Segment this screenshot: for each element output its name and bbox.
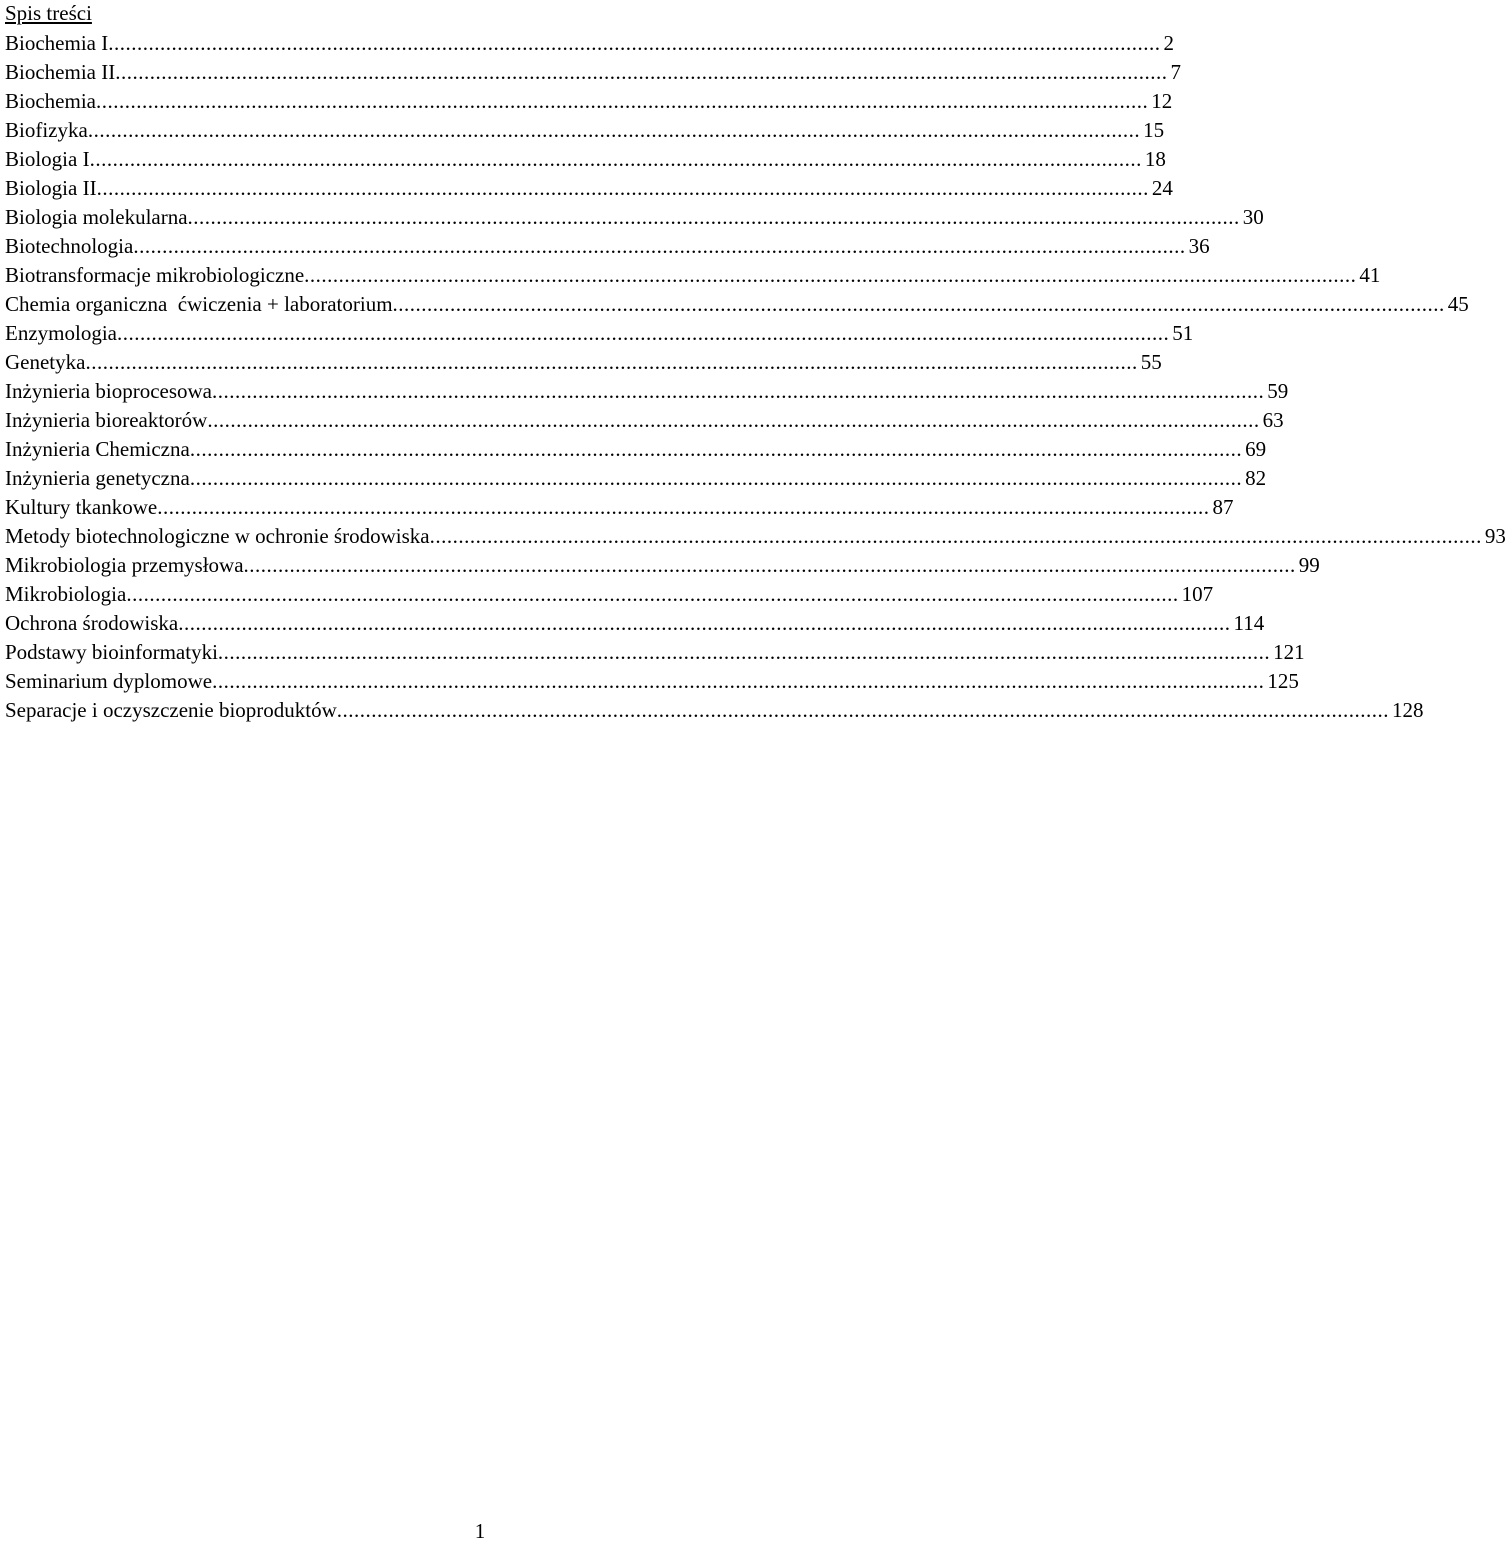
toc-entry-ochrona-srodowiska[interactable] bbox=[5, 609, 1265, 638]
toc-entry-inzynieria-chemiczna[interactable] bbox=[5, 435, 1267, 464]
toc-entry-label: Chemia organiczna ćwiczenia + laboratorium bbox=[5, 292, 393, 316]
toc-entry-label: Inżynieria genetyczna bbox=[5, 466, 190, 490]
toc-entry-page: 2 bbox=[1163, 31, 1174, 55]
toc-entry-label: Inżynieria bioprocesowa bbox=[5, 379, 212, 403]
toc-dot-leader: ....................................................................................................................................................................................... bbox=[95, 89, 1149, 113]
toc-entry-label: Inżynieria Chemiczna bbox=[5, 437, 190, 461]
toc-entry-metody-biotechnologiczne[interactable] bbox=[5, 522, 1506, 551]
toc-entry-label: Biochemia bbox=[5, 89, 96, 113]
toc-entry-label: Biochemia II bbox=[5, 60, 116, 84]
toc-entry-label: Seminarium dyplomowe bbox=[5, 669, 213, 693]
toc-dot-leader: ....................................................................................................................................................................................... bbox=[189, 437, 1243, 461]
toc-entry-biotechnologia[interactable] bbox=[5, 232, 1210, 261]
toc-dot-leader: ....................................................................................................................................................................................... bbox=[87, 118, 1141, 142]
toc-entry-page: 114 bbox=[1233, 611, 1265, 635]
toc-dot-leader: ....................................................................................................................................................................................... bbox=[89, 147, 1142, 171]
toc-dot-leader: ....................................................................................................................................................................................... bbox=[133, 234, 1186, 258]
toc-entry-page: 12 bbox=[1151, 89, 1173, 113]
toc-entry-label: Enzymologia bbox=[5, 321, 117, 345]
toc-entry-page: 107 bbox=[1181, 582, 1214, 606]
toc-entry-label: Ochrona środowiska bbox=[5, 611, 179, 635]
toc-entry-label: Biologia molekularna bbox=[5, 205, 188, 229]
toc-entry-page: 30 bbox=[1242, 205, 1264, 229]
toc-dot-leader: ....................................................................................................................................................................................... bbox=[126, 582, 1179, 606]
toc-entry-page: 128 bbox=[1392, 698, 1424, 722]
toc-entry-label: Biochemia I bbox=[5, 31, 109, 55]
toc-entry-page: 45 bbox=[1447, 292, 1469, 316]
toc-dot-leader: ....................................................................................................................................................................................... bbox=[336, 698, 1390, 722]
toc-entry-label: Inżynieria bioreaktorów bbox=[5, 408, 208, 432]
toc-entry-biologia-ii[interactable] bbox=[5, 174, 1173, 203]
toc-entry-page: 18 bbox=[1144, 147, 1166, 171]
toc-entry-page: 121 bbox=[1273, 640, 1305, 664]
toc-entry-biofizyka[interactable] bbox=[5, 116, 1165, 145]
toc-dot-leader: ....................................................................................................................................................................................... bbox=[212, 669, 1265, 693]
toc-title-link[interactable]: Spis treści bbox=[5, 1, 92, 25]
toc-entry-mikrobiologia-przemyslowa[interactable] bbox=[5, 551, 1320, 580]
toc-entry-chemia-organiczna[interactable] bbox=[5, 290, 1469, 319]
toc-entry-biologia-molekularna[interactable] bbox=[5, 203, 1264, 232]
toc-entry-page: 41 bbox=[1359, 263, 1381, 287]
toc-entry-label: Kultury tkankowe bbox=[5, 495, 158, 519]
toc-entry-label: Genetyka bbox=[5, 350, 86, 374]
toc-entry-label: Metody biotechnologiczne w ochronie środowiska bbox=[5, 524, 430, 548]
toc-entry-page: 69 bbox=[1245, 437, 1267, 461]
toc-entry-page: 125 bbox=[1267, 669, 1299, 693]
toc-entry-enzymologia[interactable] bbox=[5, 319, 1194, 348]
toc-entry-separacje[interactable] bbox=[5, 696, 1424, 725]
toc-entry-label: Biotechnologia bbox=[5, 234, 134, 258]
toc-dot-leader: ....................................................................................................................................................................................... bbox=[178, 611, 1231, 635]
toc-entry-label: Biologia II bbox=[5, 176, 97, 200]
toc-dot-leader: ....................................................................................................................................................................................... bbox=[392, 292, 1445, 316]
toc-entry-page: 63 bbox=[1262, 408, 1284, 432]
toc-entry-label: Mikrobiologia bbox=[5, 582, 127, 606]
toc-entry-genetyka[interactable] bbox=[5, 348, 1162, 377]
toc-entry-page: 24 bbox=[1151, 176, 1173, 200]
toc-entry-mikrobiologia[interactable] bbox=[5, 580, 1214, 609]
toc-dot-leader: ....................................................................................................................................................................................... bbox=[187, 205, 1240, 229]
toc-dot-leader: ....................................................................................................................................................................................... bbox=[429, 524, 1482, 548]
toc-dot-leader: ....................................................................................................................................................................................... bbox=[243, 553, 1296, 577]
toc-entry-label: Biotransformacje mikrobiologiczne bbox=[5, 263, 305, 287]
toc-entry-page: 7 bbox=[1170, 60, 1181, 84]
toc-entry-page: 36 bbox=[1188, 234, 1210, 258]
toc-entry-biochemia[interactable] bbox=[5, 87, 1173, 116]
toc-dot-leader: ....................................................................................................................................................................................... bbox=[116, 321, 1170, 345]
toc-entry-page: 59 bbox=[1267, 379, 1289, 403]
toc-entry-page: 51 bbox=[1172, 321, 1194, 345]
toc-dot-leader: ....................................................................................................................................................................................... bbox=[115, 60, 1168, 84]
toc-dot-leader: ....................................................................................................................................................................................... bbox=[304, 263, 1357, 287]
toc-dot-leader: ....................................................................................................................................................................................... bbox=[217, 640, 1271, 664]
page-number: 1 bbox=[474, 1519, 486, 1543]
toc-entry-page: 15 bbox=[1143, 118, 1165, 142]
toc-entry-label: Podstawy bioinformatyki bbox=[5, 640, 218, 664]
toc-entry-biochemia-ii[interactable] bbox=[5, 58, 1181, 87]
toc-entry-page: 55 bbox=[1140, 350, 1162, 374]
toc-entry-page: 99 bbox=[1298, 553, 1320, 577]
toc-dot-leader: ....................................................................................................................................................................................... bbox=[212, 379, 1265, 403]
toc-dot-leader: ....................................................................................................................................................................................... bbox=[189, 466, 1243, 490]
toc-entry-inzynieria-bioprocesowa[interactable] bbox=[5, 377, 1289, 406]
toc-entry-label: Separacje i oczyszczenie bioproduktów bbox=[5, 698, 337, 722]
toc-entry-biologia-i[interactable] bbox=[5, 145, 1166, 174]
toc-entry-podstawy-bioinformatyki[interactable] bbox=[5, 638, 1305, 667]
toc-dot-leader: ....................................................................................................................................................................................... bbox=[157, 495, 1210, 519]
toc-entry-inzynieria-genetyczna[interactable] bbox=[5, 464, 1267, 493]
toc-entry-seminarium-dyplomowe[interactable] bbox=[5, 667, 1299, 696]
toc-dot-leader: ....................................................................................................................................................................................... bbox=[207, 408, 1260, 432]
toc-entry-label: Biologia I bbox=[5, 147, 90, 171]
toc-entry-inzynieria-bioreaktorow[interactable] bbox=[5, 406, 1284, 435]
toc-entry-page: 93 bbox=[1484, 524, 1506, 548]
toc-entry-biotransformacje[interactable] bbox=[5, 261, 1381, 290]
toc-entry-biochemia-i[interactable] bbox=[5, 29, 1174, 58]
toc-dot-leader: ....................................................................................................................................................................................... bbox=[96, 176, 1149, 200]
toc-dot-leader: ....................................................................................................................................................................................... bbox=[108, 31, 1161, 55]
toc-entry-page: 82 bbox=[1245, 466, 1267, 490]
toc-entry-kultury-tkankowe[interactable] bbox=[5, 493, 1234, 522]
toc-dot-leader: ....................................................................................................................................................................................... bbox=[85, 350, 1138, 374]
toc-entry-label: Mikrobiologia przemysłowa bbox=[5, 553, 244, 577]
toc-entry-label: Biofizyka bbox=[5, 118, 88, 142]
toc-entry-page: 87 bbox=[1212, 495, 1234, 519]
table-of-contents bbox=[5, 0, 1506, 725]
